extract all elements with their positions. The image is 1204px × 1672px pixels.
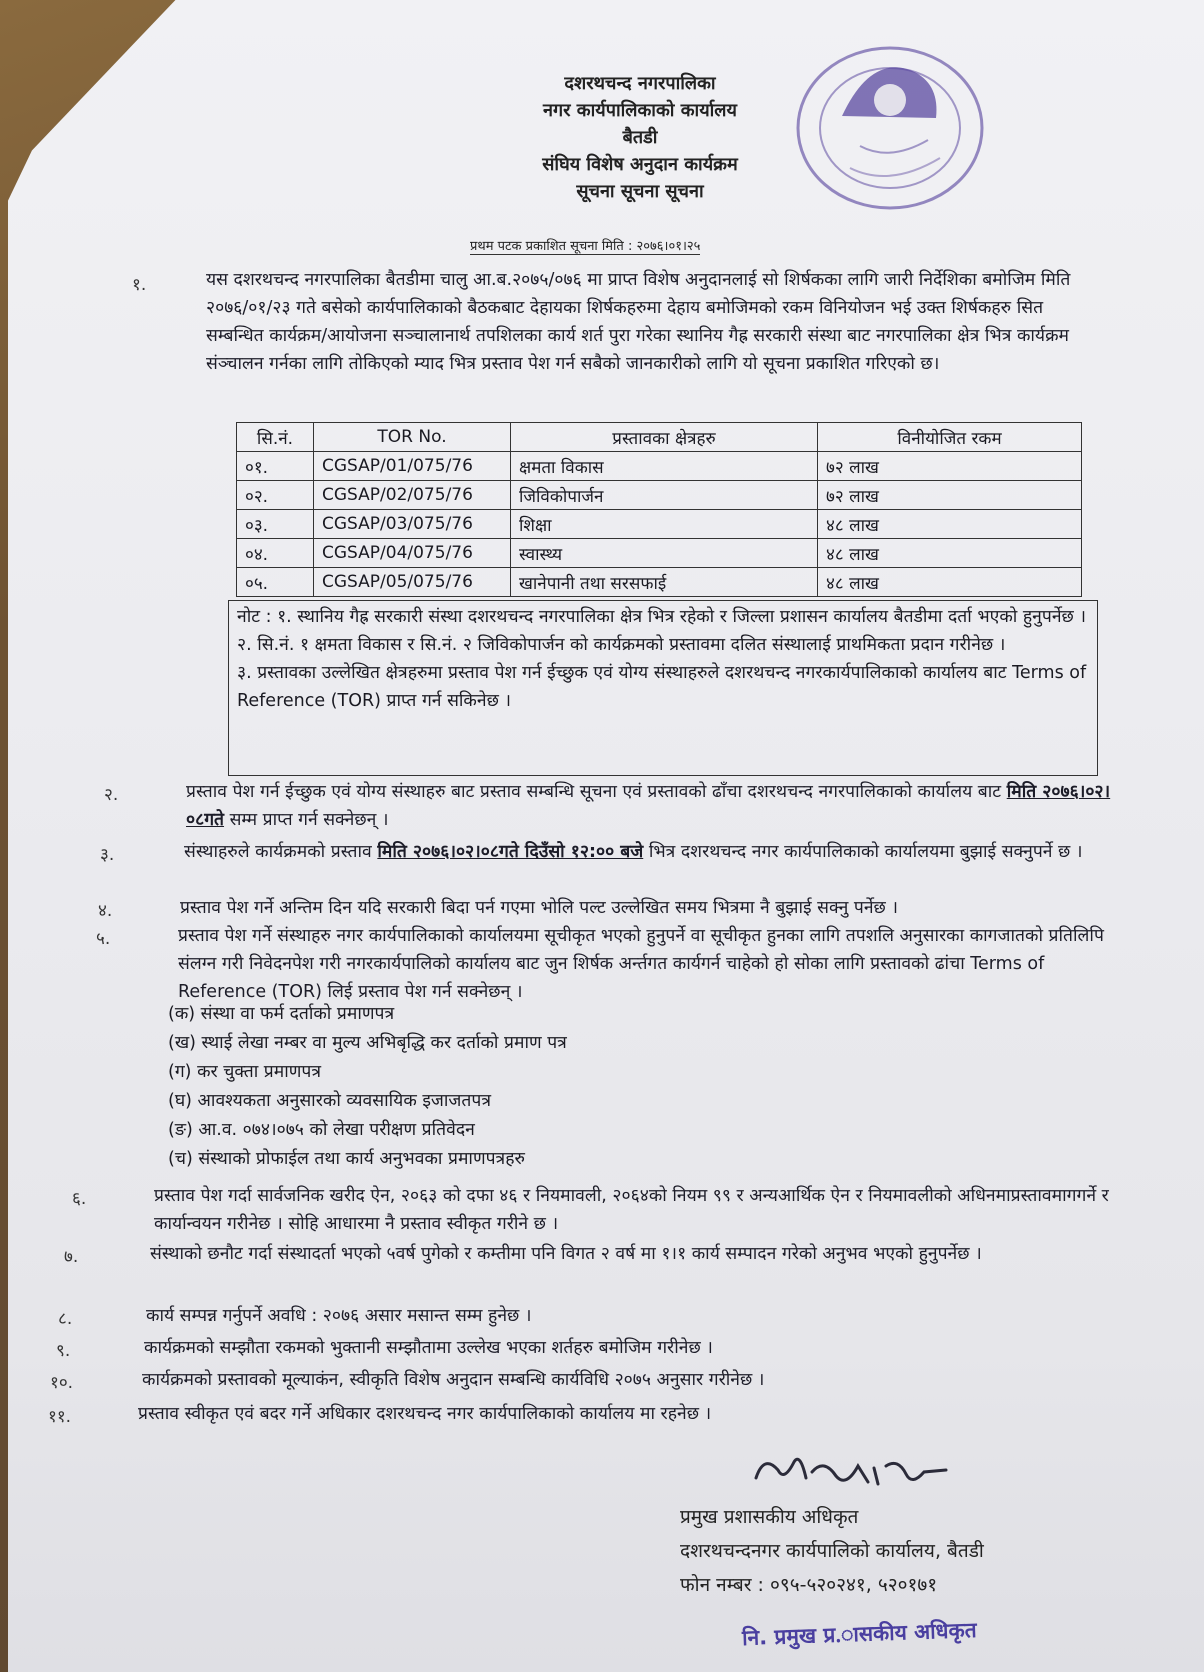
cell-tor: CGSAP/05/075/76 [314, 568, 511, 597]
item-4-text: प्रस्ताव पेश गर्ने अन्तिम दिन यदि सरकारी बिदा पर्न गएमा भोलि पल्ट उल्लेखित समय भित्रमा नै बुझाई सक्नु पर्नेछ । [180, 898, 898, 918]
list-item: (च) संस्थाको प्रोफाईल तथा कार्य अनुभवका प्रमाणपत्रहरु [168, 1149, 525, 1169]
list-item: (घ) आवश्यकता अनुसारको व्यवसायिक इजाजतपत्र [168, 1091, 491, 1111]
handwritten-signature [750, 1448, 950, 1498]
item-7-text: संस्थाको छनौट गर्दा संस्थादर्ता भएको ५वर्ष पुगेको र कम्तीमा पनि विगत २ वर्ष मा १।१ कार्य सम्पादन गरेको अनुभव भएको हुनुपर्नेछ । [150, 1244, 982, 1264]
notes-box [228, 600, 1098, 776]
officer-stamp: नि. प्रमुख प्र.ासकीय अधिकृत [741, 1617, 977, 1651]
list-item: (ख) स्थाई लेखा नम्बर वा मुल्य अभिबृद्धि कर दर्ताको प्रमाण पत्र [168, 1033, 567, 1053]
item-2-text-a: प्रस्ताव पेश गर्न ईच्छुक एवं योग्य संस्थाहरु बाट प्रस्ताव सम्बन्धि सूचना एवं प्रस्तावको ढाँचा दशरथचन्द नगरपालिकाको कार्यालय बाट [186, 782, 1007, 802]
column-header-area: प्रस्तावका क्षेत्रहरु [511, 423, 818, 452]
signatory-phone: फोन नम्बर : ०९५-५२०२४१, ५२०१७१ [680, 1574, 938, 1596]
item-number-11: ११. [48, 1407, 72, 1427]
cell-tor: CGSAP/01/075/76 [314, 452, 511, 481]
header-line-4: संघिय विशेष अनुदान कार्यक्रम [542, 154, 738, 175]
cell-sn: ०५. [237, 568, 314, 597]
cell-sn: ०४. [237, 539, 314, 568]
cell-area: खानेपानी तथा सरसफाई [511, 568, 818, 597]
item-number-4: ४. [98, 901, 113, 921]
note-3: ३. प्रस्तावका उल्लेखित क्षेत्रहरुमा प्रस्ताव पेश गर्न ईच्छुक एवं योग्य संस्थाहरुले दशरथचन्द नगरकार्यपालिकाको कार्यालय बाट Terms of Reference (TOR) प्राप्त गर्न सकिनेछ । [237, 663, 1087, 711]
item-11-text: प्रस्ताव स्वीकृत एवं बदर गर्ने अधिकार दशरथचन्द नगर कार्यपालिकाको कार्यालय मा रहनेछ । [138, 1404, 712, 1424]
cell-tor: CGSAP/04/075/76 [314, 539, 511, 568]
cell-tor: CGSAP/02/075/76 [314, 481, 511, 510]
item-2-text [186, 778, 1126, 834]
table-row [237, 510, 1082, 539]
item-number-8: ८. [58, 1309, 73, 1329]
item-3-text-a: संस्थाहरुले कार्यक्रमको प्रस्ताव [184, 842, 378, 862]
note-1: नोट : १. स्थानिय गैह्र सरकारी संस्था दशरथचन्द नगरपालिका क्षेत्र भित्र रहेको र जिल्ला प्रशासन कार्यालय बैतडीमा दर्ता भएको हुनुपर्नेछ । [237, 607, 1087, 627]
cell-sn: ०३. [237, 510, 314, 539]
cell-tor: CGSAP/03/075/76 [314, 510, 511, 539]
list-item: (ङ) आ.व. ०७४।०७५ को लेखा परीक्षण प्रतिवेदन [168, 1120, 475, 1140]
item-5-text: प्रस्ताव पेश गर्ने संस्थाहरु नगर कार्यपालिकाको कार्यालयमा सूचीकृत भएको हुनुपर्ने वा सूचीकृत हुनका लागि तपशलि अनुसारका कागजातको प्रतिलिपि संलग्न गरी निवेदनपेश गरी नगरकार्यपालिको कार्यालय बाट जुन शिर्षक अर्न्तगत कार्यगर्न चाहेको हो सोका लागि प्रस्तावको ढांचा Terms of Reference (TOR) लिई प्रस्ताव पेश गर्न सक्नेछन् । [178, 926, 1104, 1002]
table-row [237, 568, 1082, 597]
list-item: (ग) कर चुक्ता प्रमाणपत्र [168, 1062, 322, 1082]
item-number-10: १०. [50, 1373, 74, 1393]
column-header-tor: TOR No. [314, 423, 511, 452]
item-3-text [184, 838, 1124, 866]
item-number-5: ५. [96, 929, 111, 949]
item-6-text: प्रस्ताव पेश गर्दा सार्वजनिक खरीद ऐन, २०६३ को दफा ४६ र नियमावली, २०६४को नियम ९९ र अन्यआर्थिक ऐन र नियमावलीको अधिनमाप्रस्तावमागगर्ने र कार्यान्वयन गरीनेछ । सोहि आधारमा नै प्रस्ताव स्वीकृत गरीने छ । [154, 1186, 1109, 1234]
item-number-9: ९. [56, 1341, 71, 1361]
table-header-row [237, 423, 1082, 452]
table-row [237, 539, 1082, 568]
cell-sn: ०१. [237, 452, 314, 481]
table-row [237, 452, 1082, 481]
publication-date: प्रथम पटक प्रकाशित सूचना मिति : २०७६।०१।२५ [470, 236, 700, 255]
document-header [470, 70, 810, 205]
item-3-text-c: भित्र दशरथचन्द नगर कार्यपालिकाको कार्यालयमा बुझाई सक्नुपर्ने छ । [643, 842, 1083, 862]
item-1-text: यस दशरथचन्द नगरपालिका बैतडीमा चालु आ.ब.२०७५/०७६ मा प्राप्त विशेष अनुदानलाई सो शिर्षकका लागि जारी निर्देशिका बमोजिम मिति २०७६/०१/२३ गते बसेको कार्यपालिकाको बैठकबाट देहायका शिर्षकहरुमा देहाय बमोजिमको रकम विनियोजन भई उक्त शिर्षकहरु सित सम्बन्धित कार्यक्रम/आयोजना सञ्चालानार्थ तपशिलका कार्य शर्त पुरा गरेका स्थानिय गैह्र सरकारी संस्था बाट नगरपालिका क्षेत्र भित्र कार्यक्रम संञ्चालन गर्नका लागि तोकिएको म्याद भित्र प्रस्ताव पेश गर्न सबैको जानकारीको लागि यो सूचना प्रकाशित गरिएको छ। [206, 270, 1071, 374]
cell-area: स्वास्थ्य [511, 539, 818, 568]
required-documents-list [168, 1000, 567, 1174]
cell-area: शिक्षा [511, 510, 818, 539]
cell-area: जिविकोपार्जन [511, 481, 818, 510]
tor-table [236, 422, 1082, 597]
header-line-1: दशरथचन्द नगरपालिका [564, 73, 716, 94]
column-header-sn: सि.नं. [237, 423, 314, 452]
item-2-deadline: मिति २०७६।०२।०८गते [186, 782, 1111, 830]
item-3-deadline: मिति २०७६।०२।०८गते दिउँसो १२:०० बजे [377, 842, 644, 862]
list-item: (क) संस्था वा फर्म दर्ताको प्रमाणपत्र [168, 1004, 395, 1024]
header-line-3: बैतडी [622, 127, 658, 148]
item-10-text: कार्यक्रमको प्रस्तावको मूल्याकंन, स्वीकृति विशेष अनुदान सम्बन्धि कार्यविधि २०७५ अनुसार गरीनेछ । [142, 1370, 765, 1390]
item-number-3: ३. [100, 845, 115, 865]
header-line-2: नगर कार्यपालिकाको कार्यालय [543, 100, 737, 121]
signatory-block [680, 1500, 984, 1602]
item-8-text: कार्य सम्पन्न गर्नुपर्ने अवधि : २०७६ असार मसान्त सम्म हुनेछ । [146, 1306, 532, 1326]
table-row [237, 481, 1082, 510]
cell-amount: ४८ लाख [818, 510, 1082, 539]
column-header-amount: विनीयोजित रकम [818, 423, 1082, 452]
signatory-title: प्रमुख प्रशासकीय अधिकृत [680, 1506, 859, 1528]
cell-amount: ७२ लाख [818, 481, 1082, 510]
cell-amount: ४८ लाख [818, 568, 1082, 597]
item-number-6: ६. [72, 1189, 87, 1209]
cell-sn: ०२. [237, 481, 314, 510]
item-number-7: ७. [64, 1247, 79, 1267]
signatory-office: दशरथचन्दनगर कार्यपालिको कार्यालय, बैतडी [680, 1540, 984, 1562]
item-number-2: २. [104, 785, 119, 805]
note-2: २. सि.नं. १ क्षमता विकास र सि.नं. २ जिविकोपार्जन को कार्यक्रमको प्रस्तावमा दलित संस्थालाई प्राथमिकता प्रदान गरीनेछ । [237, 635, 1006, 655]
cell-area: क्षमता विकास [511, 452, 818, 481]
item-9-text: कार्यक्रमको सम्झौता रकमको भुक्तानी सम्झौतामा उल्लेख भएका शर्तहरु बमोजिम गरीनेछ । [144, 1338, 713, 1358]
cell-amount: ७२ लाख [818, 452, 1082, 481]
cell-amount: ४८ लाख [818, 539, 1082, 568]
item-2-text-c: सम्म प्राप्त गर्न सक्नेछन् । [224, 810, 389, 830]
official-seal [790, 36, 990, 216]
header-line-5: सूचना सूचना सूचना [576, 181, 704, 202]
item-number-1: १. [132, 275, 147, 295]
